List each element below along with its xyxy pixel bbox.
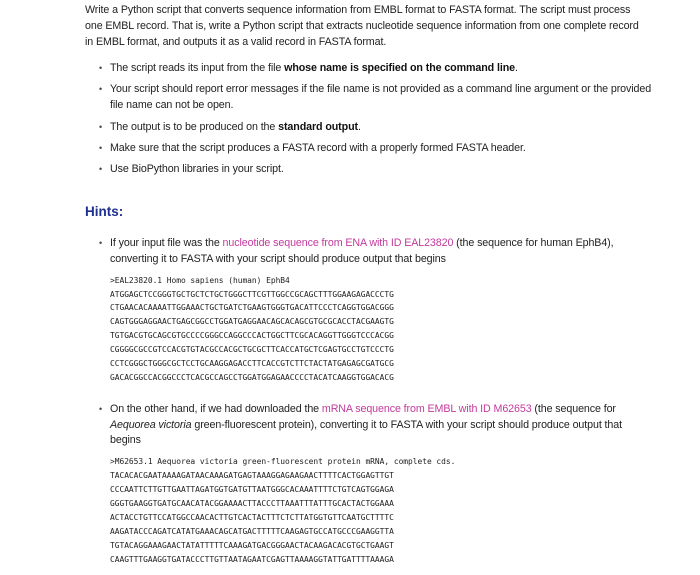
requirement-item: • Use BioPython libraries in your script. bbox=[96, 162, 656, 178]
fasta-sequence-line: CCTCGGGCTGGGCGCTCCTGCAAGGAGACCTTCACCGTCTTCTACTATGAGAGCGATGCG bbox=[110, 359, 394, 369]
fasta-sequence-line: GGGTGAAGGTGATGCAACATACGGAAAACTTACCCTTAAATTTATTTGCACTACTGGAAA bbox=[110, 498, 394, 508]
fasta-header-line: >EAL23820.1 Homo sapiens (human) EphB4 bbox=[110, 275, 290, 285]
fasta-sequence-line: ACTACCTGTTCCATGGCCAACACTTGTCACTACTTTCTCTTATGGTGTTCAATGCTTTTC bbox=[110, 512, 394, 522]
requirement-item: • The output is to be produced on the standard output. bbox=[96, 120, 656, 136]
fasta-sequence-line: TGTACAGGAAAGAACTATATTTTTCAAAGATGACGGGAACTACAAGACACGTGCTGAAGT bbox=[110, 540, 394, 550]
standard-output-emphasis: standard output bbox=[278, 120, 358, 133]
fasta-sequence-line: CAGTGGGAGGAACTGAGCGGCCTGGATGAGGAACAGCACAGCGTGCGCACCTACGAAGTG bbox=[110, 317, 394, 327]
requirement-item: • The script reads its input from the file whose name is specified on the command line. bbox=[96, 61, 656, 77]
hints-list bbox=[96, 236, 641, 566]
requirement-item: • Your script should report error messages if the file name is not provided as a command line argument or the provided file name can not be open. bbox=[96, 82, 656, 114]
embl-link[interactable]: mRNA sequence from EMBL with ID M62653 bbox=[321, 402, 532, 415]
intro-paragraph: Write a Python script that converts sequence information from EMBL format to FASTA format. The script must process one EMBL record. That is, write a Python script that extracts nucleotide sequence information from one complete record in EMBL format, and outputs it as a valid record in FASTA format. bbox=[85, 4, 639, 48]
fasta-sequence-line: TGTGACGTGCAGCGTGCCCCGGGCCAGGCCCACTGGCTTCGCACAGGTTGGGTCCCACGG bbox=[110, 331, 394, 341]
fasta-sequence-line: AAGATACCCAGATCATATGAAACAGCATGACTTTTTCAAGAGTGCCATGCCCGAAGGTTA bbox=[110, 526, 394, 536]
fasta-sequence-line: TACACACGAATAAAAGATAACAAAGATGAGTAAAGGAGAAGAACTTTTCACTGGAGTTGT bbox=[110, 471, 394, 481]
species-name: Aequorea victoria bbox=[110, 418, 192, 431]
fasta-output-embl bbox=[110, 455, 641, 566]
requirement-item: • Make sure that the script produces a FASTA record with a properly formed FASTA header. bbox=[96, 141, 656, 157]
fasta-output-ena bbox=[110, 274, 641, 385]
fasta-sequence-line: CAAGTTTGAAGGTGATACCCTTGTTAATAGAATCGAGTTAAAAGGTATTGATTTTAAAGA bbox=[110, 554, 394, 564]
fasta-sequence-line: ATGGAGCTCCGGGTGCTGCTCTGCTGGGCTTCGTTGGCCGCAGCTTTGGAAGAGACCCTG bbox=[110, 289, 394, 299]
hint-item-embl: • On the other hand, if we had downloaded the mRNA sequence from EMBL with ID M62653 (the sequence for Aequorea victoria green-fluorescent protein), converting it to FASTA with your script should produce output that begins >M62653.1 Aequorea victoria green-fluorescent protein mRNA, complete cds. TACACACGAATAAAAGATAACAAAGATGAGTAAAGGAGAAGAACTTTTCACTGGAGTTGT CCCAATTCTTGTTGAATTAGATGGTGATGTTAATGGGCACAAATTTTCTGTCAGTGGAGA GGGTGAAGGTGATGCAACATACGGAAAACTTACCCTTAAATTTATTTGCACTACTGGAAA ACTACCTGTTCCATGGCCAACACTTGTCACTACTTTCTCTTATGGTGTTCAATGCTTTTC AAGATACCCAGATCATATGAAACAGCATGACTTTTTCAAGAGTGCCATGCCCGAAGGTTA TGTACAGGAAAGAACTATATTTTTCAAAGATGACGGGAACTACAAGACACGTGCTGAAGT CAAGTTTGAAGGTGATACCCTTGTTAATAGAATCGAGTTAAAAGGTATTGATTTTAAAGA bbox=[96, 402, 641, 567]
hints-heading: Hints: bbox=[85, 204, 124, 219]
fasta-sequence-line: GACACGGCCACGGCCCTCACGCCAGCCTGGATGGAGAACCCCTACATCAAGGTGGACACG bbox=[110, 372, 394, 382]
ena-link[interactable]: nucleotide sequence from ENA with ID EAL23820 bbox=[222, 237, 454, 249]
requirements-list bbox=[96, 61, 656, 184]
fasta-sequence-line: CCCAATTCTTGTTGAATTAGATGGTGATGTTAATGGGCACAAATTTTCTGTCAGTGGAGA bbox=[110, 485, 394, 495]
hint-item-ena: • If your input file was the nucleotide sequence from ENA with ID EAL23820 (the sequence for human EphB4), converting it to FASTA with your script should produce output that begins >EAL23820.1 Homo sapiens (human) EphB4 ATGGAGCTCCGGGTGCTGCTCTGCTGGGCTTCGTTGGCCGCAGCTTTGGAAGAGACCCTG CTGAACACAAAATTGGAAACTGCTGATCTGAAGTGGGTGACATTCCCTCAGGTGGACGGG CAGTGGGAGGAACTGAGCGGCCTGGATGAGGAACAGCACAGCGTGCGCACCTACGAAGTG TGTGACGTGCAGCGTGCCCCGGGCCAGGCCCACTGGCTTCGCACAGGTTGGGTCCCACGG CGGGGCGCCGTCCACGTGTACGCCACGCTGCGCTTCACCATGCTCGAGTGCCTGTCCCTG CCTCGGGCTGGGCGCTCCTGCAAGGAGACCTTCACCGTCTTCTACTATGAGAGCGATGCG GACACGGCCACGGCCCTCACGCCAGCCTGGATGGAGAACCCCTACATCAAGGTGGACACG bbox=[96, 236, 641, 385]
command-line-emphasis: whose name is specified on the command line bbox=[284, 62, 515, 74]
fasta-header-line: >M62653.1 Aequorea victoria green-fluorescent protein mRNA, complete cds. bbox=[110, 457, 456, 467]
fasta-sequence-line: CGGGGCGCCGTCCACGTGTACGCCACGCTGCGCTTCACCATGCTCGAGTGCCTGTCCCTG bbox=[110, 345, 394, 355]
fasta-sequence-line: CTGAACACAAAATTGGAAACTGCTGATCTGAAGTGGGTGACATTCCCTCAGGTGGACGGG bbox=[110, 303, 394, 313]
